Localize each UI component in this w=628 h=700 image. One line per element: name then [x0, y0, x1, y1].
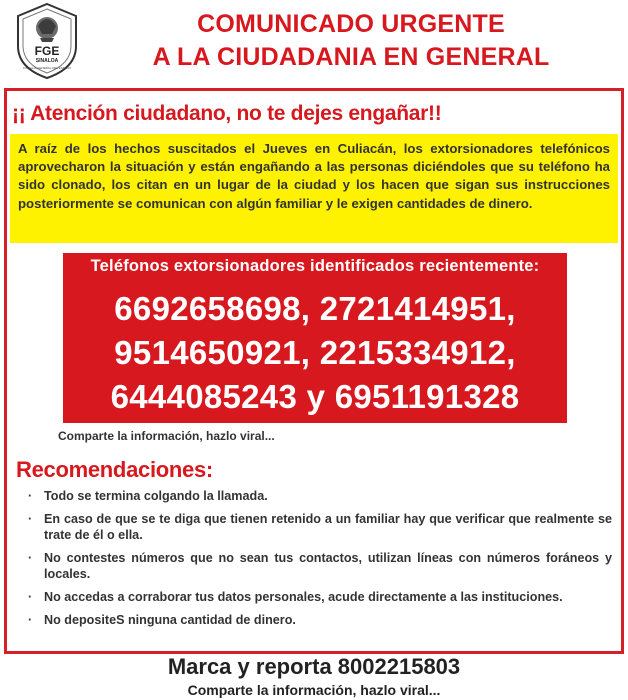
- bullet: ·: [28, 512, 33, 526]
- share-text: Comparte la información, hazlo viral...: [58, 429, 275, 443]
- intro-text: A raíz de los hechos suscitados el Jueves en Culiacán, los extorsionadores telefónicos aprovecharon la situación y están engañando a las personas diciéndoles que su teléfono ha sido clonado, los citan en un lugar de la ciudad y los hacen que sigan sus instrucciones posteriormente se comunican con algún familiar y le exigen cantidades de dinero.: [18, 141, 610, 211]
- recommendations-list: [26, 488, 612, 635]
- fge-logo: [12, 2, 82, 80]
- title-line-1: COMUNICADO URGENTE: [197, 10, 505, 38]
- footer-share-text: Comparte la información, hazlo viral...: [187, 682, 441, 698]
- phone-line-3: 6444085243 y 6951191328: [110, 378, 520, 415]
- recommendations-title: Recomendaciones:: [16, 457, 213, 482]
- recommendation-text: No contestes números que no sean tus contactos, utilizan líneas con números foráneos y locales.: [44, 551, 612, 581]
- title-line-2: A LA CIUDADANIA EN GENERAL: [152, 43, 550, 71]
- page-title: [86, 8, 616, 74]
- phones-subtitle: Teléfonos extorsionadores identificados recientemente:: [90, 257, 540, 275]
- intro-box: [10, 134, 618, 243]
- attention-heading: ¡¡ Atención ciudadano, no te dejes engañar!!: [12, 102, 442, 125]
- list-item: [26, 511, 612, 543]
- bullet: ·: [28, 489, 33, 503]
- list-item: [26, 550, 612, 582]
- bullet: ·: [28, 613, 33, 627]
- report-phone: Marca y reporta 8002215803: [167, 654, 461, 679]
- header: [0, 0, 628, 84]
- phone-line-1: 6692658698, 2721414951,: [114, 290, 516, 327]
- phones-box: [63, 253, 567, 423]
- logo-ring-text: FISCALÍA GENERAL DEL ESTADO: [23, 66, 71, 70]
- list-item: [26, 488, 612, 504]
- logo-subtext: SINALOA: [35, 58, 59, 64]
- phone-numbers: [63, 287, 567, 419]
- recommendation-text: No depositeS ninguna cantidad de dinero.: [44, 613, 296, 627]
- logo-text: FGE: [34, 44, 60, 58]
- list-item: [26, 612, 612, 628]
- phone-line-2: 9514650921, 2215334912,: [114, 334, 516, 371]
- recommendation-text: En caso de que se te diga que tienen retenido a un familiar hay que verificar que realmente se trate de él o ella.: [44, 512, 612, 542]
- bullet: ·: [28, 551, 33, 565]
- recommendation-text: Todo se termina colgando la llamada.: [44, 489, 268, 503]
- bullet: ·: [28, 590, 33, 604]
- recommendation-text: No accedas a corraborar tus datos personales, acude directamente a las instituciones.: [44, 590, 563, 604]
- list-item: [26, 589, 612, 605]
